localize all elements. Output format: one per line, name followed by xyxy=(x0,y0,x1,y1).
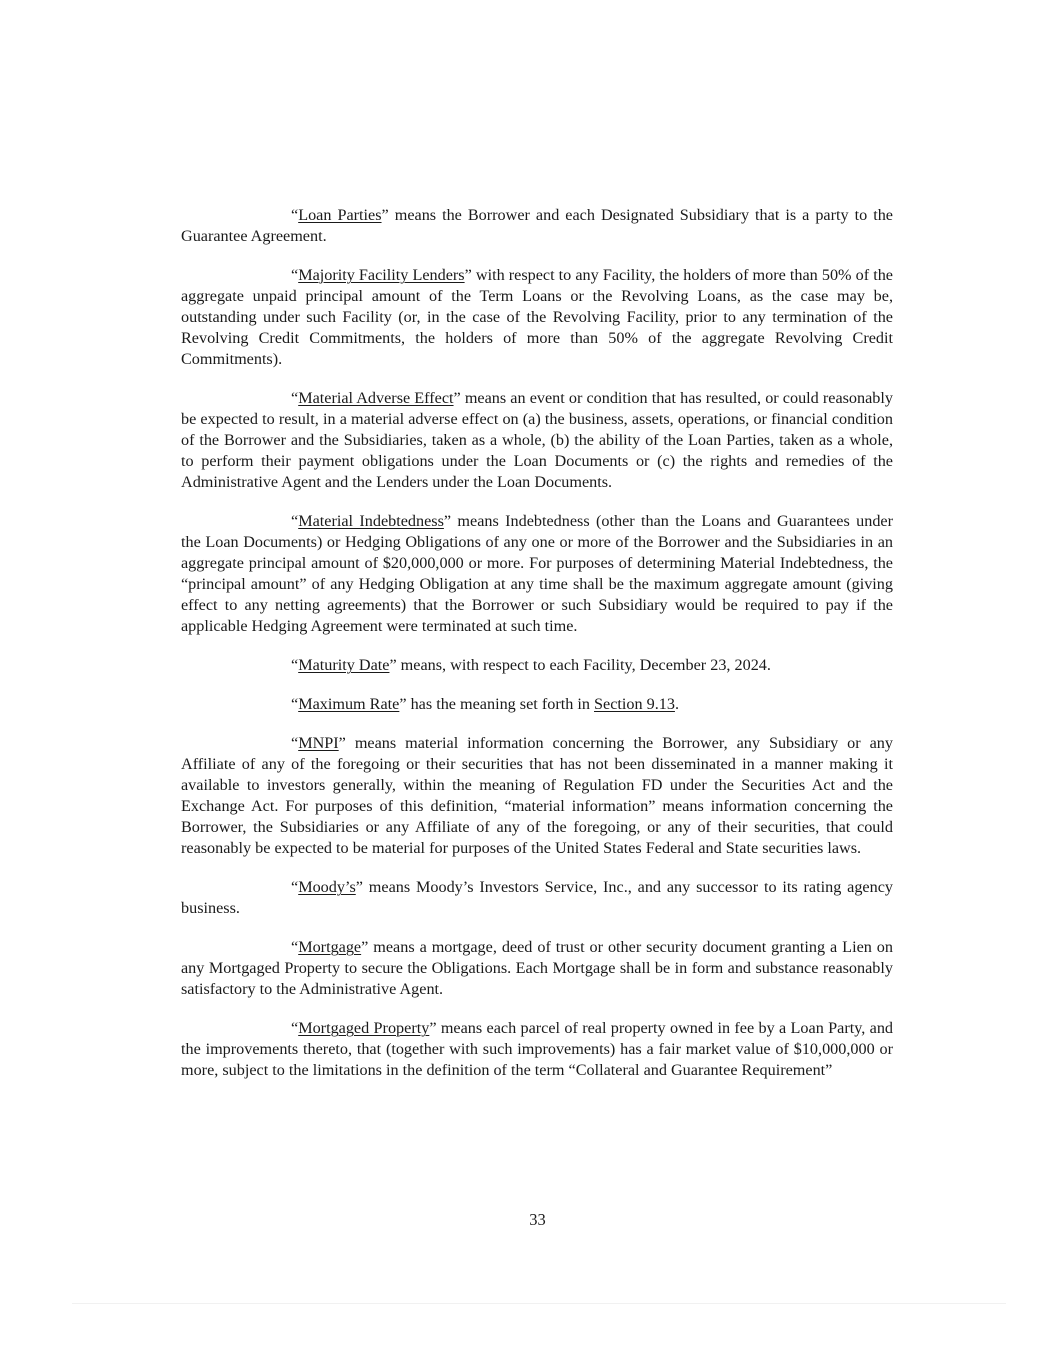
section-cross-reference-link[interactable]: Section 9.13 xyxy=(594,695,675,713)
defined-term: Loan Parties xyxy=(298,206,382,224)
open-quote: “ xyxy=(291,206,299,224)
definition-text: ” means Moody’s Investors Service, Inc., and any successor to its rating agency business. xyxy=(181,878,893,917)
open-quote: “ xyxy=(291,734,299,752)
open-quote: “ xyxy=(291,266,299,284)
definition-text: ” means, with respect to each Facility, December 23, 2024. xyxy=(389,656,771,674)
defined-term: Material Indebtedness xyxy=(298,512,444,530)
defined-term: Mortgage xyxy=(298,938,362,956)
page-number: 33 xyxy=(529,1210,546,1229)
definition-text: ” means an event or condition that has resulted, or could reasonably be expected to result, in a material adverse effect on (a) the business, assets, operations, or financial condition of the Borrower and the Subsidiaries, taken as a whole, (b) the ability of the Loan Parties, taken as a whole, to perform their payment obligations under the Loan Documents or (c) the rights and remedies of the Administrative Agent and the Lenders under the Loan Documents. xyxy=(181,389,893,491)
definitions-section xyxy=(181,205,893,1099)
definition-mortgaged-property xyxy=(181,1018,893,1081)
defined-term: Moody’s xyxy=(298,878,356,896)
definition-loan-parties xyxy=(181,205,893,247)
definition-maturity-date xyxy=(181,655,893,676)
definition-tail: . xyxy=(674,695,679,713)
defined-term: Material Adverse Effect xyxy=(298,389,454,407)
definition-text: ” means Indebtedness (other than the Loans and Guarantees under the Loan Documents) or Hedging Obligations of any one or more of the Borrower and the Subsidiaries in an aggregate principal amount of $20,000,000 or more. For purposes of determining Material Indebtedness, the “principal amount” of any Hedging Obligation at any time shall be the maximum aggregate amount (giving effect to any netting agreements) that the Borrower or such Subsidiary would be required to pay if the applicable Hedging Agreement were terminated at such time. xyxy=(181,512,893,635)
open-quote: “ xyxy=(291,389,299,407)
defined-term: Mortgaged Property xyxy=(298,1019,430,1037)
defined-term: Maturity Date xyxy=(298,656,390,674)
definition-text: ” with respect to any Facility, the holders of more than 50% of the aggregate unpaid principal amount of the Term Loans or the Revolving Loans, as the case may be, outstanding under such Facility (or, in the case of the Revolving Facility, prior to any termination of the Revolving Credit Commitments, the holders of more than 50% of the aggregate Revolving Credit Commitments). xyxy=(181,266,893,368)
defined-term: Majority Facility Lenders xyxy=(298,266,465,284)
definition-moodys xyxy=(181,877,893,919)
definition-text: ” means a mortgage, deed of trust or other security document granting a Lien on any Mortgaged Property to secure the Obligations. Each Mortgage shall be in form and substance reasonably satisfactory to the Administrative Agent. xyxy=(181,938,893,998)
defined-term: Maximum Rate xyxy=(298,695,400,713)
open-quote: “ xyxy=(291,938,299,956)
open-quote: “ xyxy=(291,878,299,896)
definition-majority-facility-lenders xyxy=(181,265,893,370)
open-quote: “ xyxy=(291,1019,299,1037)
open-quote: “ xyxy=(291,695,299,713)
definition-text: ” has the meaning set forth in xyxy=(399,695,594,713)
definition-material-adverse-effect xyxy=(181,388,893,493)
open-quote: “ xyxy=(291,656,299,674)
definition-text: ” means material information concerning the Borrower, any Subsidiary or any Affiliate of any of the foregoing or their securities that has not been disseminated in a manner making it available to investors generally, within the meaning of Regulation FD under the Securities Act and the Exchange Act. For purposes of this definition, “material information” means information concerning the Borrower, the Subsidiaries or any Affiliate of any of the foregoing, or any of their securities, that could reasonably be expected to be material for purposes of the United States Federal and State securities laws. xyxy=(181,734,893,857)
open-quote: “ xyxy=(291,512,299,530)
definition-mnpi xyxy=(181,733,893,859)
definition-material-indebtedness xyxy=(181,511,893,637)
defined-term: MNPI xyxy=(298,734,339,752)
page-bottom-divider xyxy=(72,1303,1006,1304)
definition-text: ” means each parcel of real property owned in fee by a Loan Party, and the improvements thereto, that (together with such improvements) has a fair market value of $10,000,000 or more, subject to the limitations in the definition of the term “Collateral and Guarantee Requirement” xyxy=(181,1019,894,1079)
definition-mortgage xyxy=(181,937,893,1000)
definition-maximum-rate xyxy=(181,694,893,715)
definition-text: ” means the Borrower and each Designated Subsidiary that is a party to the Guarantee Agreement. xyxy=(181,206,893,245)
